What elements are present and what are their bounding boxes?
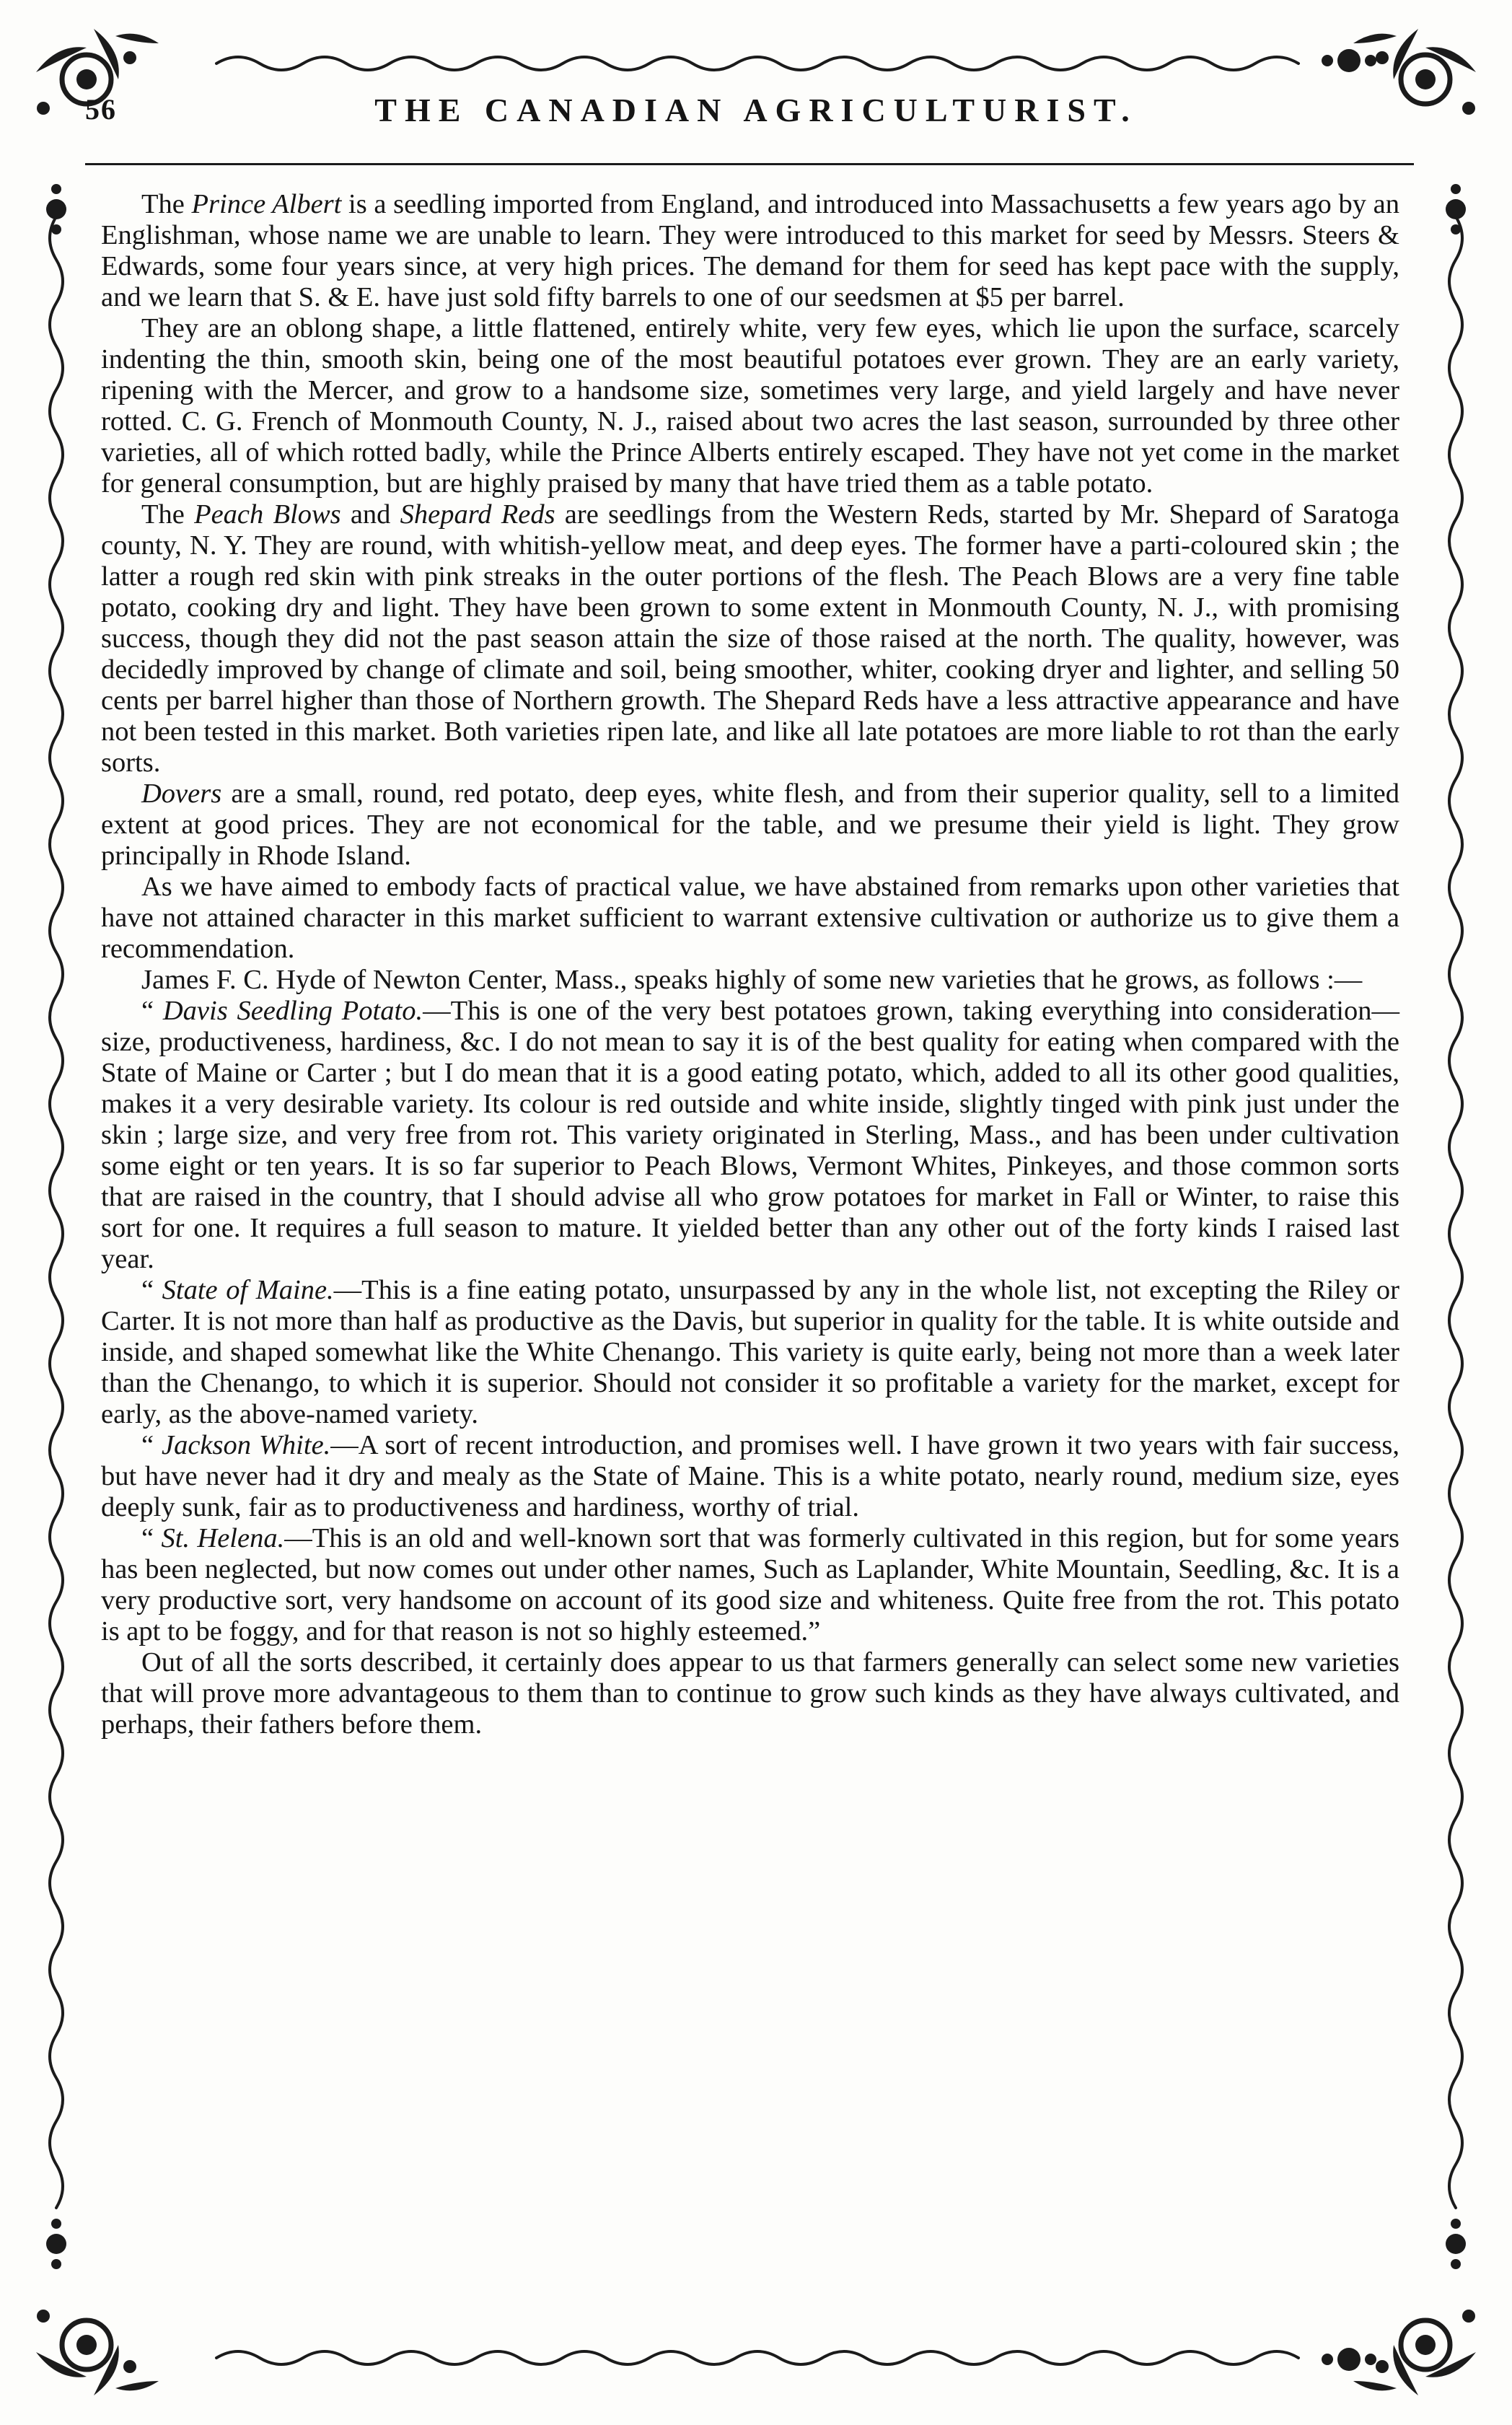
italic-term: Shepard Reds <box>400 499 555 530</box>
text-run: They are an oblong shape, a little flattened, entirely white, very few eyes, which lie upon the surface, scarcely indenting the thin, smooth skin, being one of the most beautiful potatoes ever grown. They are an early variety, ripening with the Mercer, and grow to a handsome size, sometimes very large, and yield largely and have never rotted. C. G. French of Monmouth County, N. J., raised about two acres the last season, surrounded by three other varieties, all of which rotted badly, while the Prince Alberts entirely escaped. They have not yet come in the market for general consumption, but are highly praised by many that have tried them as a table potato. <box>101 313 1399 499</box>
text-run: and <box>340 499 400 530</box>
text-run: is a seedling imported from England, and introduced into Massachusetts a few years ago by an Englishman, whose name we are unable to learn. They were introduced to this market for seed by Messrs. Steers & Edwards, some four years since, at very high prices. The demand for them for seed has kept pace with the supply, and we learn that S. & E. have just sold fifty barrels to one of our seedsmen at $5 per barrel. <box>101 189 1399 312</box>
text-run: “ <box>141 1430 162 1460</box>
page-number: 56 <box>85 93 117 126</box>
running-title: THE CANADIAN AGRICULTURIST. <box>374 92 1138 128</box>
text-run: are a small, round, red potato, deep eyes, white flesh, and from their superior quality, sell to a limited extent at good prices. They are not economical for the table, and we presume their yield is light. They grow principally in Rhode Island. <box>101 779 1399 871</box>
italic-term: Dovers <box>141 779 222 809</box>
text-run: The <box>141 499 195 530</box>
text-run: “ <box>141 996 163 1026</box>
italic-term: Prince Albert <box>191 189 342 219</box>
text-run: The <box>141 189 192 219</box>
text-run: “ <box>141 1523 162 1553</box>
text-run: —This is an old and well-known sort that was formerly cultivated in this region, but for some years has been neglected, but now comes out under other names, Such as Laplander, White Mountain, Seedling, &c. It is a very productive sort, very handsome on account of its good size and whiteness. Quite free from the rot. This potato is apt to be foggy, and for that reason is not so highly esteemed.” <box>101 1523 1399 1646</box>
italic-term: Peach Blows <box>194 499 341 530</box>
paragraph <box>101 1430 1399 1523</box>
paragraph <box>101 313 1399 499</box>
article-body <box>101 189 1399 1740</box>
paragraph <box>101 996 1399 1275</box>
paragraph <box>101 189 1399 313</box>
paragraph <box>101 965 1399 996</box>
text-run: are seedlings from the Western Reds, started by Mr. Shepard of Saratoga county, N. Y. They are round, with whitish-yellow meat, and deep eyes. The former have a parti-coloured skin ; the latter a rough red skin with pink streaks in the outer portions of the flesh. The Peach Blows are a very fine table potato, cooking dry and light. They have been grown to some extent in Monmouth County, N. J., with promising success, though they did not the past season attain the size of those raised at the north. The quality, however, was decidedly improved by change of climate and soil, being smoother, whiter, cooking dryer and lighter, and selling 50 cents per barrel higher than those of Northern growth. The Shepard Reds have a less attractive appearance and have not been tested in this market. Both varieties ripen late, and like all late potatoes are more liable to rot than the early sorts. <box>101 499 1400 778</box>
text-run: —A sort of recent introduction, and promises well. I have grown it two years with fair success, but have never had it dry and mealy as the State of Maine. This is a white potato, nearly round, medium size, eyes deeply sunk, fair as to productiveness and hardiness, worthy of trial. <box>101 1430 1399 1522</box>
paragraph <box>101 499 1399 779</box>
italic-term: State of Maine. <box>162 1275 334 1305</box>
paragraph <box>101 1275 1399 1430</box>
italic-term: Jackson White. <box>161 1430 331 1460</box>
header-rule <box>85 163 1414 165</box>
text-run: “ <box>141 1275 162 1305</box>
italic-term: St. Helena. <box>161 1523 285 1553</box>
paragraph <box>101 1647 1399 1740</box>
text-run: As we have aimed to embody facts of practical value, we have abstained from remarks upon other varieties that have not attained character in this market sufficient to warrant extensive cultivation or authorize us to give them a recommendation. <box>101 872 1399 964</box>
text-run: Out of all the sorts described, it certainly does appear to us that farmers generally can select some new varieties that will prove more advantageous to them than to continue to grow such kinds as they have always cultivated, and perhaps, their fathers before them. <box>101 1647 1399 1740</box>
text-run: —This is one of the very best potatoes grown, taking everything into consideration—size, productiveness, hardiness, &c. I do not mean to say it is of the best quality for eating when compared with the State of Maine or Carter ; but I do mean that it is a good eating potato, which, added to all its other good qualities, makes it a very desirable variety. Its colour is red outside and white inside, slightly tinged with pink just under the skin ; large size, and very free from rot. This variety originated in Sterling, Mass., and has been under cultivation some eight or ten years. It is so far superior to Peach Blows, Vermont Whites, Pinkeyes, and those common sorts that are raised in the country, that I should advise all who grow potatoes for market in Fall or Winter, to raise this sort for one. It requires a full season to mature. It yielded better than any other out of the forty kinds I raised last year. <box>101 996 1399 1274</box>
text-run: —This is a fine eating potato, unsurpassed by any in the whole list, not excepting the Riley or Carter. It is not more than half as productive as the Davis, but superior in quality for the table. It is white outside and inside, and shaped somewhat like the White Chenango. This variety is quite early, being not more than a week later than the Chenango, to which it is superior. Should not consider it so profitable a variety for the market, except for early, as the above-named variety. <box>101 1275 1399 1429</box>
paragraph <box>101 779 1399 872</box>
paragraph <box>101 872 1399 965</box>
text-run: James F. C. Hyde of Newton Center, Mass., speaks highly of some new varieties that he grows, as follows :— <box>141 965 1363 995</box>
paragraph <box>101 1523 1399 1647</box>
italic-term: Davis Seedling Potato. <box>162 996 423 1026</box>
